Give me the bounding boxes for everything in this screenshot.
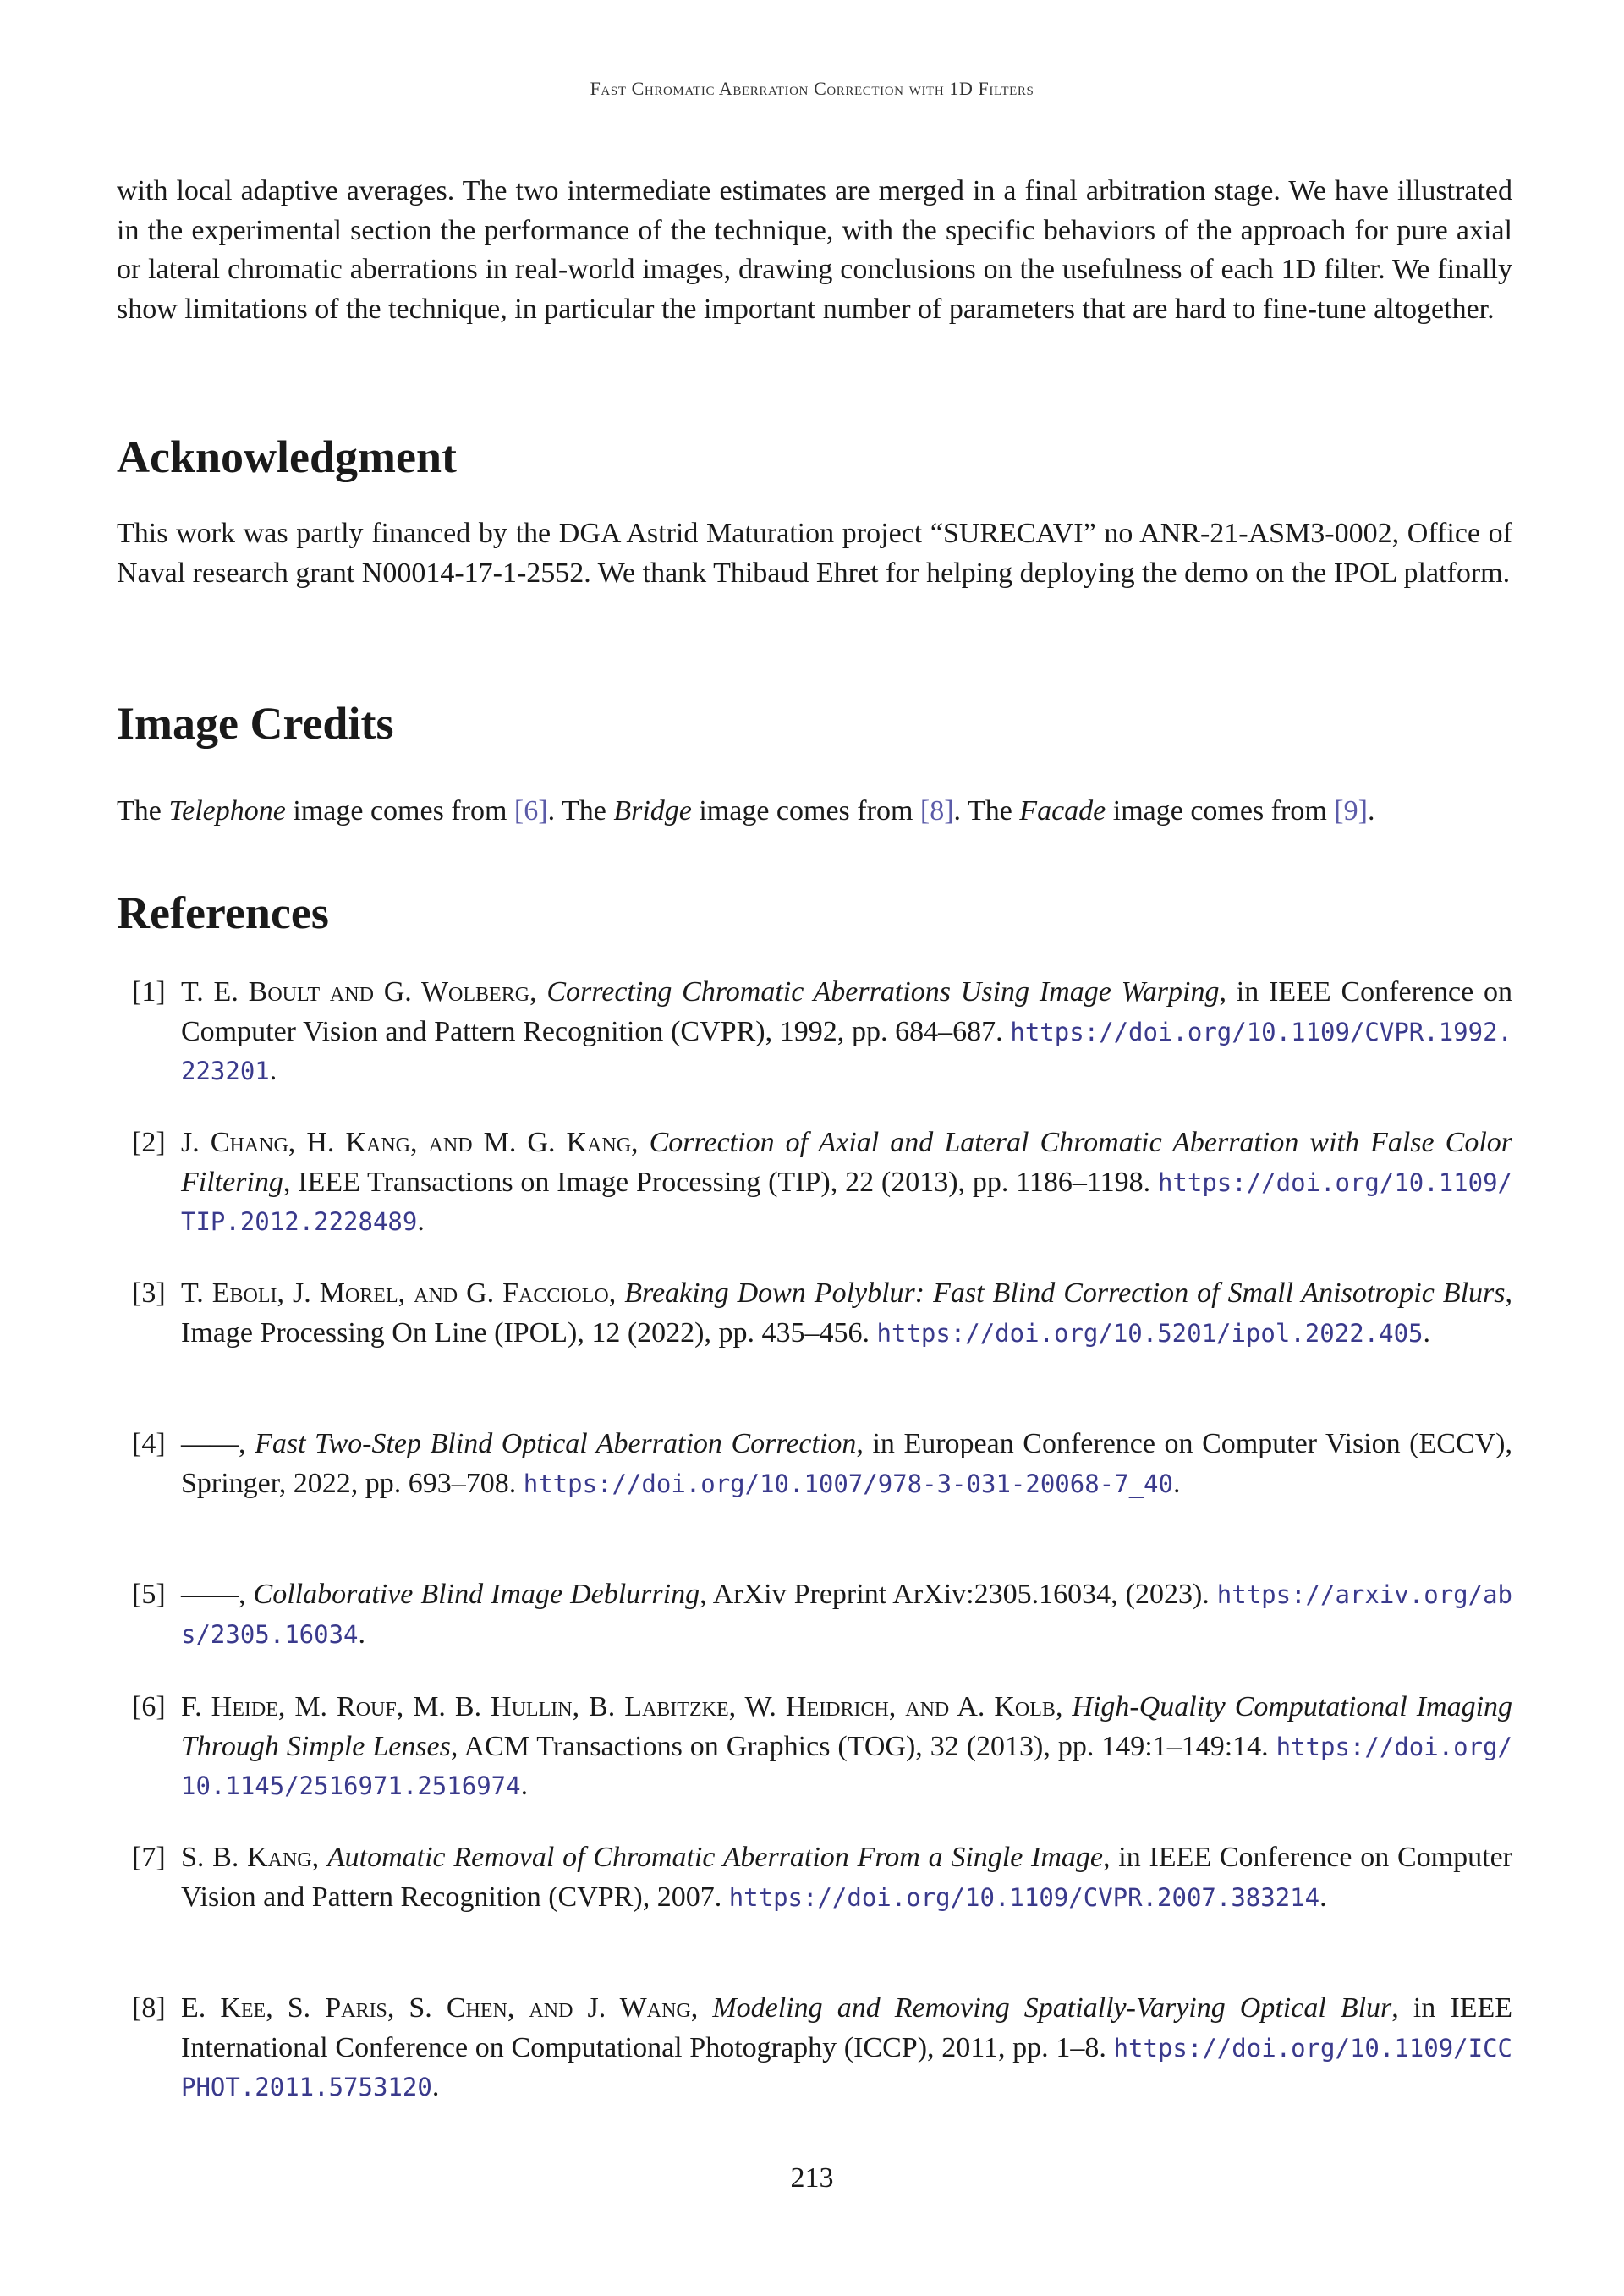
reference-number: [8] xyxy=(132,1992,166,2024)
reference-venue: , in IEEE Conference on Computer Vision and Pattern Recognition (CVPR), 1992, pp. 684–687. xyxy=(181,976,1512,1047)
reference-venue: , in IEEE Conference on Computer Vision and Pattern Recognition (CVPR), 2007. xyxy=(181,1842,1512,1913)
reference-authors: —— xyxy=(181,1428,239,1459)
reference-number: [6] xyxy=(132,1691,166,1722)
reference-venue: , ACM Transactions on Graphics (TOG), 32 (2013), pp. 149:1–149:14. xyxy=(450,1730,1276,1762)
reference-title: Correction of Axial and Lateral Chromatic Aberration with False Color Filtering xyxy=(181,1127,1512,1198)
reference-body: S. B. Kang, Automatic Removal of Chromatic Aberration From a Single Image, in IEEE Conference on Computer Vision and Pattern Recognition (CVPR), 2007. https://doi.org/10.1109/CVPR.2007.383214. xyxy=(181,1842,1512,1913)
credits-text: . The xyxy=(547,795,614,827)
reference-body: J. Chang, H. Kang, and M. G. Kang, Correction of Axial and Lateral Chromatic Aberration with False Color Filtering, IEEE Transactions on Image Processing (TIP), 22 (2013), pp. 1186–1198. https://doi.org/10.1109/TIP.2012.2228489. xyxy=(181,1127,1512,1237)
reference-body: F. Heide, M. Rouf, M. B. Hullin, B. Labitzke, W. Heidrich, and A. Kolb, High-Quality Computational Imaging Through Simple Lenses, ACM Transactions on Graphics (TOG), 32 (2013), pp. 149:1–149:14. https://doi.org/10.1145/2516971.2516974. xyxy=(181,1691,1513,1801)
reference-title: Automatic Removal of Chromatic Aberration From a Single Image xyxy=(326,1842,1104,1873)
reference-venue: , IEEE Transactions on Image Processing (TIP), 22 (2013), pp. 1186–1198. xyxy=(283,1166,1158,1198)
image-credits-heading: Image Credits xyxy=(117,698,394,749)
reference-number: [5] xyxy=(132,1579,166,1610)
reference-body: E. Kee, S. Paris, S. Chen, and J. Wang, Modeling and Removing Spatially-Varying Optical Blur, in IEEE International Conference on Computational Photography (ICCP), 2011, pp. 1–8. https://doi.org/10.1109/ICCPHOT.2011.5753120. xyxy=(181,1992,1512,2102)
credits-image-name: Bridge xyxy=(613,795,692,827)
credits-image-name: Facade xyxy=(1019,795,1106,827)
reference-body: ——, Fast Two-Step Blind Optical Aberration Correction, in European Conference on Computer Vision (ECCV), Springer, 2022, pp. 693–708. https://doi.org/10.1007/978-3-031-20068-7_40. xyxy=(181,1428,1513,1499)
reference-url[interactable]: https://doi.org/10.1109/CVPR.2007.383214 xyxy=(728,1882,1320,1912)
credits-text: . xyxy=(1367,795,1375,827)
citation-link[interactable]: [8] xyxy=(919,795,954,827)
reference-venue: , ArXiv Preprint ArXiv:2305.16034, (2023). xyxy=(700,1579,1217,1610)
credits-text: image comes from xyxy=(691,795,920,827)
reference-url[interactable]: https://doi.org/10.5201/ipol.2022.405 xyxy=(876,1318,1424,1348)
reference-url[interactable]: https://doi.org/10.1109/TIP.2012.2228489 xyxy=(181,1167,1512,1236)
reference-number: [2] xyxy=(132,1127,166,1158)
page-number: 213 xyxy=(790,2162,834,2194)
running-title: Fast Chromatic Aberration Correction with 1D Filters xyxy=(590,78,1034,99)
reference-body: ——, Collaborative Blind Image Deblurring, ArXiv Preprint ArXiv:2305.16034, (2023). https://arxiv.org/abs/2305.16034. xyxy=(181,1579,1512,1650)
acknowledgment-paragraph: This work was partly financed by the DGA Astrid Maturation project “SURECAVI” no ANR-21-ASM3-0002, Office of Naval research grant N00014-17-1-2552. We thank Thibaud Ehret for helping deploying the demo on the IPOL platform. xyxy=(117,518,1512,589)
reference-authors: J. Chang, H. Kang, and M. G. Kang xyxy=(181,1127,632,1158)
reference-number: [1] xyxy=(132,976,166,1008)
reference-authors: E. Kee, S. Paris, S. Chen, and J. Wang xyxy=(181,1992,691,2024)
reference-title: Modeling and Removing Spatially-Varying Optical Blur xyxy=(712,1992,1392,2024)
reference-venue: , in IEEE International Conference on Computational Photography (ICCP), 2011, pp. 1–8. xyxy=(181,1992,1512,2063)
citation-link[interactable]: [6] xyxy=(513,795,548,827)
acknowledgment-heading: Acknowledgment xyxy=(117,431,457,482)
credits-text: image comes from xyxy=(285,795,514,827)
reference-url[interactable]: https://doi.org/10.1109/ICCPHOT.2011.5753120 xyxy=(181,2033,1512,2101)
credits-image-name: Telephone xyxy=(168,795,286,827)
citation-link[interactable]: [9] xyxy=(1334,795,1368,827)
reference-number: [4] xyxy=(132,1428,166,1459)
reference-body: T. Eboli, J. Morel, and G. Facciolo, Breaking Down Polyblur: Fast Blind Correction of Small Anisotropic Blurs, Image Processing On Line (IPOL), 12 (2022), pp. 435–456. https://doi.org/10.5201/ipol.2022.405. xyxy=(181,1277,1512,1348)
reference-title: Breaking Down Polyblur: Fast Blind Correction of Small Anisotropic Blurs xyxy=(624,1277,1506,1309)
reference-number: [7] xyxy=(132,1842,166,1873)
credits-text: . The xyxy=(953,795,1020,827)
reference-authors: T. Eboli, J. Morel, and G. Facciolo xyxy=(181,1277,609,1309)
reference-authors: F. Heide, M. Rouf, M. B. Hullin, B. Labitzke, W. Heidrich, and A. Kolb xyxy=(181,1691,1056,1722)
reference-authors: T. E. Boult and G. Wolberg xyxy=(181,976,530,1008)
references-heading: References xyxy=(117,887,329,938)
reference-authors: S. B. Kang xyxy=(181,1842,312,1873)
reference-url[interactable]: https://arxiv.org/abs/2305.16034 xyxy=(181,1580,1512,1649)
image-credits-paragraph xyxy=(117,792,1521,831)
reference-body: T. E. Boult and G. Wolberg, Correcting Chromatic Aberrations Using Image Warping, in IEEE Conference on Computer Vision and Pattern Recognition (CVPR), 1992, pp. 684–687. https://doi.org/10.1109/CVPR.1992.223201. xyxy=(181,976,1512,1086)
reference-title: Collaborative Blind Image Deblurring xyxy=(253,1579,700,1610)
conclusion-paragraph: with local adaptive averages. The two intermediate estimates are merged in a final arbitration stage. We have illustrated in the experimental section the performance of the technique, with the specific behaviors of the approach for pure axial or lateral chromatic aberrations in real-world images, drawing conclusions on the usefulness of each 1D filter. We finally show limitations of the technique, in particular the important number of parameters that are hard to fine-tune altogether. xyxy=(117,175,1512,325)
reference-venue: , in European Conference on Computer Vision (ECCV), Springer, 2022, pp. 693–708. xyxy=(181,1428,1513,1499)
reference-title: High-Quality Computational Imaging Through Simple Lenses xyxy=(181,1691,1513,1762)
reference-number: [3] xyxy=(132,1277,166,1309)
reference-url[interactable]: https://doi.org/10.1007/978-3-031-20068-7_40 xyxy=(523,1469,1173,1498)
reference-title: Fast Two-Step Blind Optical Aberration Correction xyxy=(255,1428,857,1459)
credits-text: image comes from xyxy=(1106,795,1335,827)
reference-url[interactable]: https://doi.org/10.1109/CVPR.1992.223201 xyxy=(181,1017,1512,1085)
reference-authors: —— xyxy=(181,1579,239,1610)
credits-text: The xyxy=(117,795,169,827)
reference-url[interactable]: https://doi.org/10.1145/2516971.2516974 xyxy=(181,1732,1512,1800)
reference-title: Correcting Chromatic Aberrations Using Image Warping xyxy=(546,976,1220,1008)
reference-venue: , Image Processing On Line (IPOL), 12 (2022), pp. 435–456. xyxy=(181,1277,1512,1348)
